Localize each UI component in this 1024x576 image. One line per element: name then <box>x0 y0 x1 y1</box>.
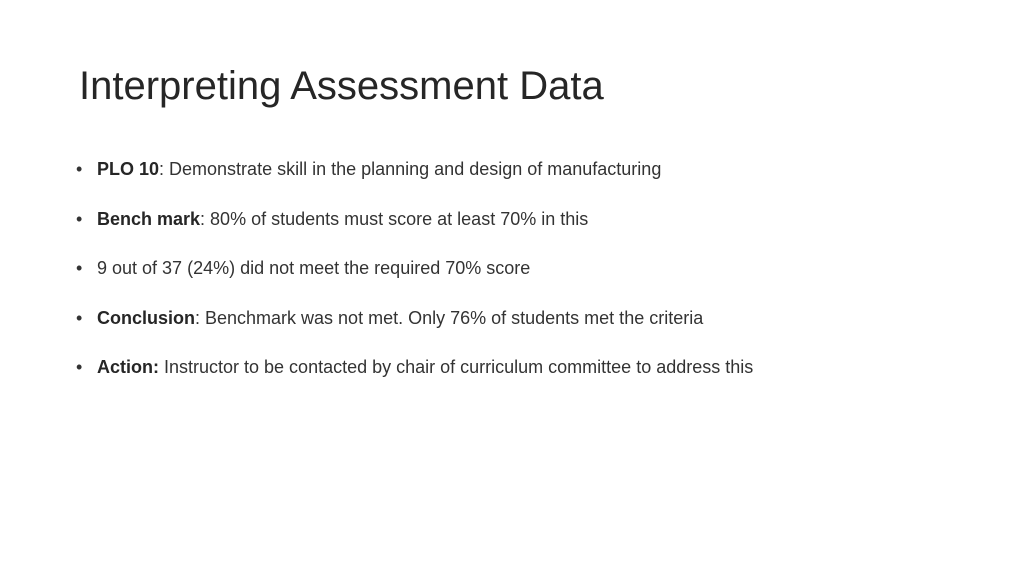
bullet-text: Instructor to be contacted by chair of curriculum committee to address this <box>159 357 754 377</box>
bullet-item-results <box>76 254 753 282</box>
bullet-item-action <box>76 353 753 381</box>
slide-title: Interpreting Assessment Data <box>79 64 604 108</box>
bullet-label: Bench mark <box>97 208 201 229</box>
bullet-label: Action: <box>97 357 159 377</box>
bullet-item-benchmark <box>76 205 753 233</box>
bullet-text: 9 out of 37 (24%) did not meet the required 70% score <box>97 258 531 278</box>
bullet-text: : Benchmark was not met. Only 76% of students met the criteria <box>195 307 704 328</box>
bullet-icon: • <box>76 357 83 377</box>
bullet-item-plo10 <box>76 155 753 183</box>
bullet-label: PLO 10 <box>97 159 160 179</box>
bullet-icon: • <box>76 208 83 229</box>
bullet-icon: • <box>76 159 83 179</box>
bullet-item-conclusion <box>76 304 753 332</box>
bullet-list <box>76 155 753 403</box>
bullet-icon: • <box>76 307 83 328</box>
bullet-text: : 80% of students must score at least 70% in this <box>200 208 589 229</box>
bullet-icon: • <box>76 258 83 278</box>
bullet-text: : Demonstrate skill in the planning and design of manufacturing <box>159 159 662 179</box>
bullet-label: Conclusion <box>97 307 195 328</box>
